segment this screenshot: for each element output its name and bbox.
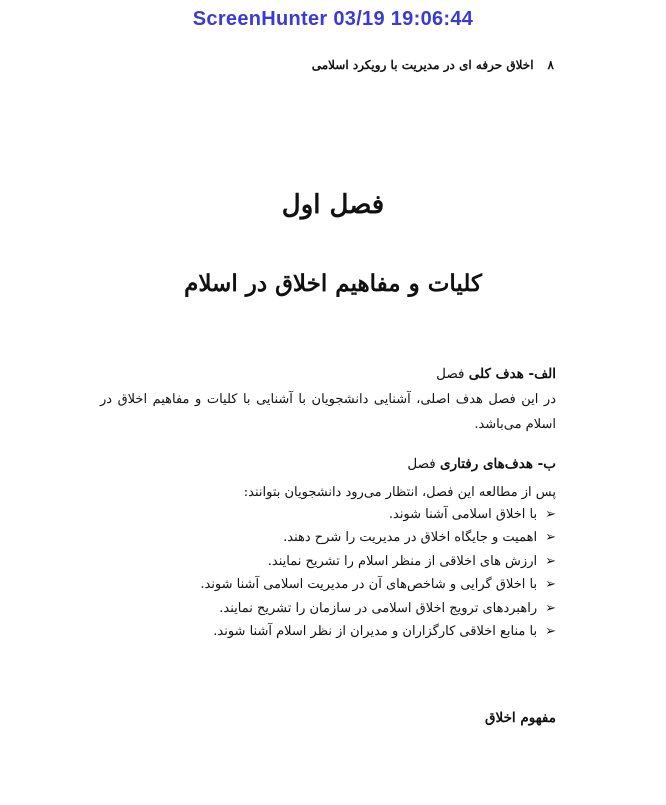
section-a — [100, 366, 556, 382]
list-item: ➢ راهبردهای ترویج اخلاق اسلامی در سازمان را تشریح نمایند. — [100, 597, 556, 620]
section-a-body-wrap — [100, 387, 556, 437]
section-b-intro: پس از مطالعه این فصل، انتظار می‌رود دانشجویان بتوانند: — [243, 485, 556, 500]
section-c-heading: مفهوم اخلاق — [485, 710, 556, 726]
section-b-heading — [100, 456, 556, 472]
section-b — [100, 456, 556, 472]
page-number: ۸ — [547, 58, 554, 72]
screenhunter-watermark: ScreenHunter 03/19 19:06:44 — [192, 8, 474, 30]
section-a-heading-bold: الف- هدف کلی — [468, 366, 556, 382]
chapter-number: فصل اول — [281, 190, 385, 220]
running-header — [312, 58, 554, 72]
check-arrow-icon: ➢ — [545, 600, 556, 616]
section-a-heading — [100, 366, 556, 382]
section-b-heading-bold: ب- هدف‌های رفتاری — [440, 456, 556, 472]
section-a-heading-rest: فصل — [436, 366, 465, 382]
check-arrow-icon: ➢ — [545, 577, 556, 593]
section-b-heading-rest: فصل — [407, 456, 436, 472]
check-arrow-icon: ➢ — [545, 623, 556, 639]
section-c — [100, 710, 556, 726]
book-title: اخلاق حرفه ای در مدیریت با رویکرد اسلامی — [311, 58, 534, 72]
list-item: ➢ ارزش های اخلاقی از منظر اسلام را تشریح نمایند. — [100, 550, 556, 573]
list-item: ➢ با منابع اخلاقی کارگزاران و مدیران از نظر اسلام آشنا شوند. — [100, 620, 556, 643]
section-b-intro-wrap — [100, 484, 556, 502]
list-item: ➢ اهمیت و جایگاه اخلاق در مدیریت را شرح دهند. — [100, 526, 556, 549]
section-a-body: در این فصل هدف اصلی، آشنایی دانشجویان با آشنایی با کلیات و مفاهیم اخلاق در اسلام می‌باشد. — [100, 392, 556, 432]
goals-wrap — [100, 503, 556, 643]
list-item: ➢ با اخلاق گرایی و شاخص‌های آن در مدیریت اسلامی آشنا شوند. — [100, 573, 556, 596]
check-arrow-icon: ➢ — [545, 530, 556, 546]
check-arrow-icon: ➢ — [545, 553, 556, 569]
list-item: ➢ با اخلاق اسلامی آشنا شوند. — [100, 503, 556, 526]
check-arrow-icon: ➢ — [545, 507, 556, 522]
goals-list — [100, 503, 556, 643]
chapter-title: کلیات و مفاهیم اخلاق در اسلام — [184, 270, 482, 297]
